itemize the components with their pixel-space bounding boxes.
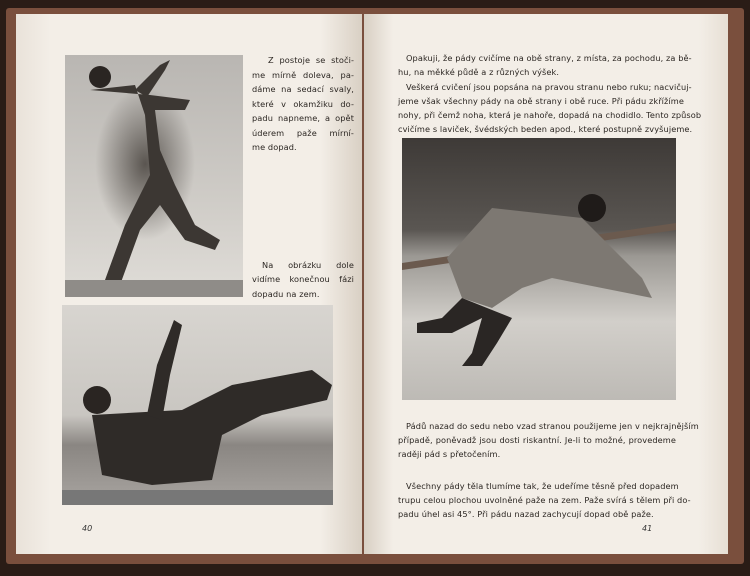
text-line: cvičíme s laviček, švédských beden apod., které postupně zvyšujeme. bbox=[398, 124, 693, 134]
text-line: hu, na měkké půdě a z různých výšek. bbox=[398, 67, 560, 77]
right-page bbox=[364, 14, 728, 554]
photo-figure bbox=[402, 138, 676, 400]
text-line: Veškerá cvičení jsou popsána na pravou stranu nebo ruku; nacvičuj- bbox=[406, 82, 692, 92]
caption-line: padu napneme, a opět bbox=[252, 113, 354, 123]
caption-line: me mírně doleva, pa- bbox=[252, 70, 354, 80]
photo-figure bbox=[62, 305, 333, 505]
photo-man-lying-after-fall bbox=[62, 305, 333, 505]
caption-line: dáme na sedací svaly, bbox=[252, 84, 354, 94]
caption-line: Z postoje se stoči- bbox=[268, 55, 354, 65]
text-line: jeme však všechny pády na obě strany i obě ruce. Při pádu zkřížíme bbox=[398, 96, 685, 106]
caption-line: které v okamžiku do- bbox=[252, 99, 354, 109]
text-line: Pádů nazad do sedu nebo vzad stranou použijeme jen v nejkrajnějším bbox=[406, 421, 699, 431]
caption-line: úderem paže mírní- bbox=[252, 128, 354, 138]
caption-line: me dopad. bbox=[252, 142, 297, 152]
page-number: 40 bbox=[82, 524, 93, 533]
caption-line: vidíme konečnou fázi bbox=[252, 274, 354, 284]
caption-line: Na obrázku dole bbox=[262, 260, 354, 270]
text-line: nohy, při čemž noha, která je nahoře, dopadá na chodidlo. Tento způsob bbox=[398, 110, 702, 120]
text-line: raději pád s přetočením. bbox=[398, 449, 501, 459]
left-page bbox=[16, 14, 362, 554]
photo-man-falling-sideways bbox=[65, 55, 243, 297]
caption-line: dopadu na zem. bbox=[252, 289, 320, 299]
text-line: padu úhel asi 45°. Při pádu nazad zachycují dopad obě paže. bbox=[398, 509, 654, 519]
photo-figure bbox=[65, 55, 243, 297]
text-line: Všechny pády těla tlumíme tak, že udeříme těsně před dopadem bbox=[406, 481, 679, 491]
page-number: 41 bbox=[642, 524, 653, 533]
text-line: případě, poněvadž jsou dosti riskantní. Je-li to možné, provedeme bbox=[398, 435, 676, 445]
text-line: trupu celou plochou uvolněné paže na zem. Paže svírá s tělem při do- bbox=[398, 495, 691, 505]
photo-man-fallen-on-mattress bbox=[402, 138, 676, 400]
text-line: Opakuji, že pády cvičíme na obě strany, z místa, za pochodu, za bě- bbox=[406, 53, 692, 63]
